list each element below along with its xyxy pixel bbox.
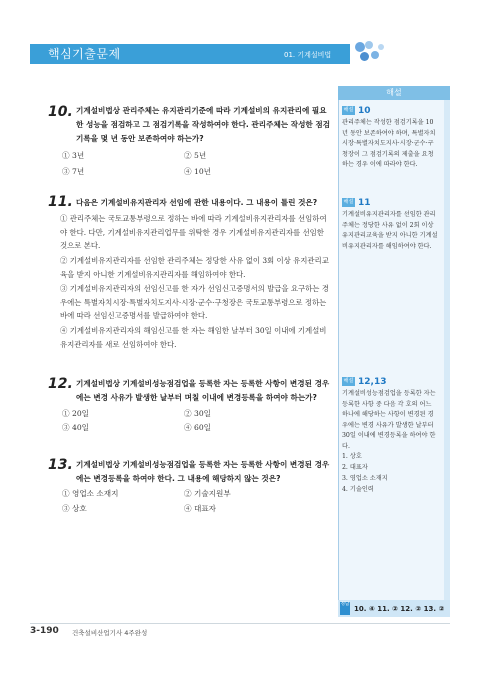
decorative-dot-icon xyxy=(355,42,365,52)
choice[interactable]: ② 기술지원부 xyxy=(184,489,231,498)
explanation-list-item: 4. 기술인력 xyxy=(342,486,374,493)
choice[interactable]: ① 영업소 소재지 xyxy=(62,489,119,498)
question-text: 기계설비법상 기계설비성능점검업을 등록한 자는 등록한 사항이 변경된 경우에는 변경등록을 하여야 한다. 그 내용에 해당하지 않는 것은? xyxy=(76,460,330,483)
page-number: 3-190 xyxy=(30,626,59,636)
choice[interactable]: ② 5년 xyxy=(184,151,207,160)
explanation-number: 10 xyxy=(358,106,371,116)
section-title: 핵심기출문제 xyxy=(48,47,121,61)
decorative-dot-icon xyxy=(371,51,379,59)
question-text: 기계설비법상 기계설비성능점검업을 등록한 자는 등록한 사항이 변경된 경우에는 변경 사유가 발생한 날부터 며칠 이내에 변경등록을 하여야 하는가? xyxy=(76,379,330,402)
explanation-list-item: 2. 대표자 xyxy=(342,464,368,471)
question-number: 13. xyxy=(48,457,73,473)
choice[interactable]: ② 기계설비유지관리자를 선임한 관리주체는 정당한 사유 없이 3회 이상 유지관리교육을 받지 아니한 기계설비유지관리자를 해임하여야 한다. xyxy=(60,256,329,279)
explanation-heading: 해설 xyxy=(386,88,402,97)
choice[interactable]: ① 20일 xyxy=(62,409,90,418)
explanation-number: 11 xyxy=(358,198,371,208)
explanation-list-item: 1. 상호 xyxy=(342,453,362,460)
choice[interactable]: ③ 7년 xyxy=(62,167,85,176)
explanation-tag: 해설 xyxy=(343,199,354,205)
question-number: 11. xyxy=(48,194,73,210)
choice[interactable]: ② 30일 xyxy=(184,409,212,418)
choice[interactable]: ③ 40일 xyxy=(62,423,90,432)
explanation-tag: 해설 xyxy=(343,378,354,384)
question-text: 기계설비법상 관리주체는 유지관리기준에 따라 기계설비의 유지관리에 필요한 성능을 점검하고 그 점검기록을 작성하여야 한다. 관리주체는 작성한 점검기록을 몇 년 동안 보존하여야 하는가? xyxy=(76,106,331,143)
decorative-dot-icon xyxy=(365,41,373,49)
question-number: 12. xyxy=(48,376,73,392)
choice[interactable]: ④ 기계설비유지관리자의 해임신고를 한 자는 해임한 날부터 30일 이내에 기계설비유지관리자를 새로 선임하여야 한다. xyxy=(60,326,327,349)
decorative-dot-icon xyxy=(378,44,384,50)
decorative-dot-icon xyxy=(360,52,369,61)
question-number: 10. xyxy=(48,104,73,120)
explanation-number: 12,13 xyxy=(358,377,387,387)
answer-text: 10. ④ 11. ② 12. ② 13. ② xyxy=(354,605,445,613)
explanation-tag: 해설 xyxy=(343,107,354,113)
explanation-list-item: 3. 영업소 소재지 xyxy=(342,475,388,482)
choice[interactable]: ④ 10년 xyxy=(184,167,212,176)
chapter-label: 01. 기계설비법 xyxy=(284,51,332,59)
choice[interactable]: ④ 60일 xyxy=(184,423,212,432)
book-title: 건축설비산업기사 4주완성 xyxy=(72,629,148,637)
question-text: 다음은 기계설비유지관리자 선임에 관한 내용이다. 그 내용이 틀린 것은? xyxy=(76,198,318,207)
answer-tag: 정답 xyxy=(340,602,350,615)
explanation-text: 관리주체는 작성한 점검기록을 10년 동안 보존하여야 하며, 특별자치시장·특별자치도지사·시장·군수·구청장이 그 점검기록의 제출을 요청하는 경우 이에 따라야 한다. xyxy=(342,119,436,169)
choice[interactable]: ① 관리주체는 국토교통부령으로 정하는 바에 따라 기계설비유지관리자를 선임하여야 한다. 다만, 기계설비유지관리업무를 위탁한 경우 기계설비유지관리자를 선임한 것으로 본다. xyxy=(60,214,327,251)
explanation-text: 기계설비성능점검업을 등록한 자는 등록한 사항 중 다음 각 호의 어느 하나에 해당하는 사항이 변경된 경우에는 변경 사유가 발생한 날부터 30일 이내에 변경등록을 하여야 한다. xyxy=(342,390,436,450)
explanation-panel-strip xyxy=(444,100,450,600)
choice[interactable]: ③ 기계설비유지관리자의 선임신고를 한 자가 선임신고증명서의 발급을 요구하는 경우에는 특별자치시장·특별자치도지사·시장·군수·구청장은 국토교통부령으로 정하는 바에 따라 선임신고증명서를 발급하여야 한다. xyxy=(60,284,329,321)
choice[interactable]: ① 3년 xyxy=(62,151,85,160)
footer-divider xyxy=(30,623,450,624)
choice[interactable]: ④ 대표자 xyxy=(184,504,217,513)
choice[interactable]: ③ 상호 xyxy=(62,504,87,513)
explanation-text: 기계설비유지관리자를 선임한 관리주체는 정당한 사유 없이 2회 이상 유지관리교육을 받지 아니한 기계설비유지관리자를 해임하여야 한다. xyxy=(342,211,438,250)
